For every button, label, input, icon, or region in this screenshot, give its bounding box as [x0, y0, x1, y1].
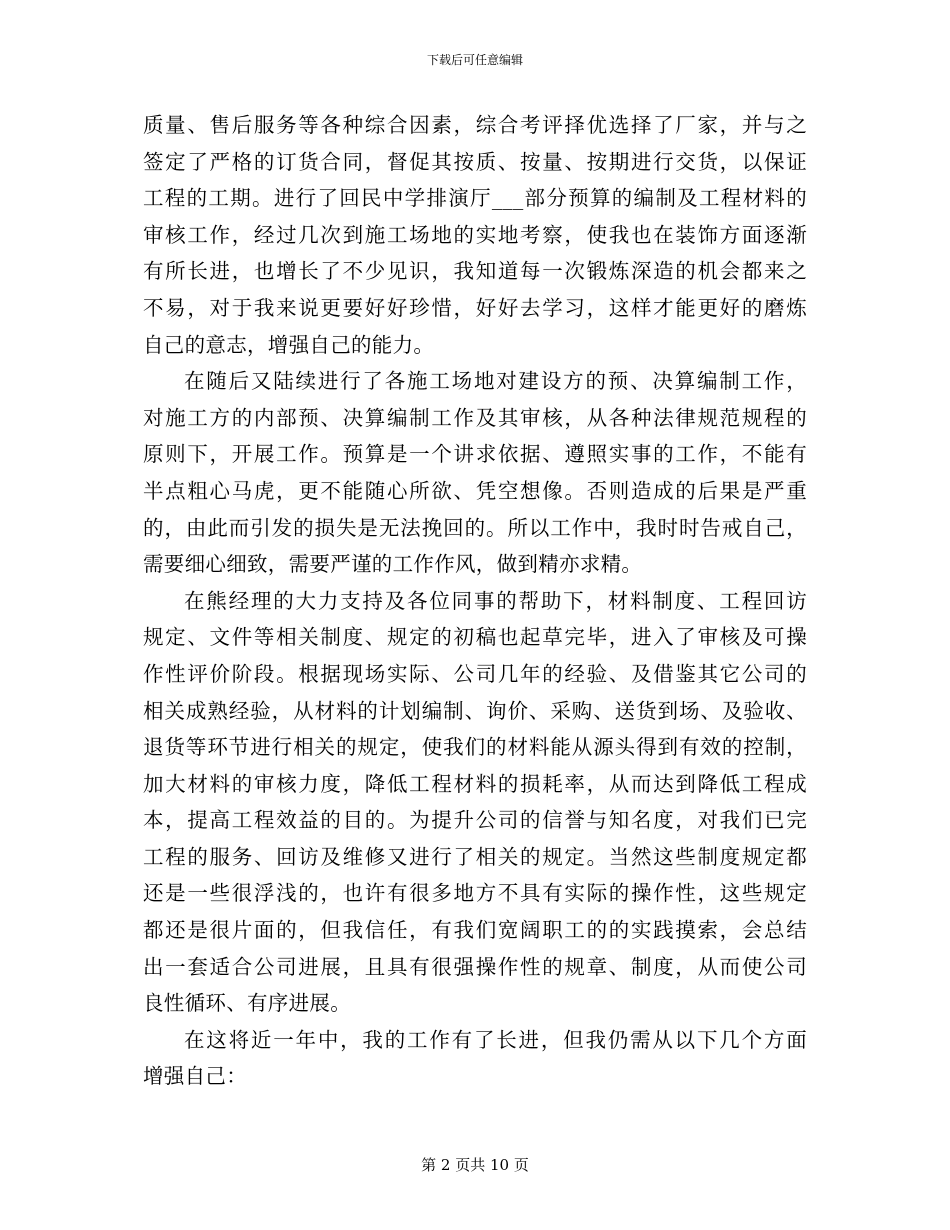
text-line: 都还是很片面的，但我信任，有我们宽阔职工的的实践摸索，会总结: [143, 918, 807, 943]
text-line: 工程的工期。进行了回民中学排演厅___部分预算的编制及工程材料的: [143, 186, 807, 211]
text-line: 增强自己：: [143, 1064, 247, 1089]
text-line: 在随后又陆续进行了各施工场地对建设方的预、决算编制工作，: [184, 369, 807, 394]
document-body: [143, 107, 807, 1095]
text-line: 还是一些很浮浅的，也许有很多地方不具有实际的操作性，这些规定: [143, 881, 807, 906]
text-line: 在这将近一年中，我的工作有了长进，但我仍需从以下几个方面: [184, 1027, 807, 1052]
text-line: 出一套适合公司进展，且具有很强操作性的规章、制度，从而使公司: [143, 954, 807, 979]
page-footer: 第 2 页共 10 页: [421, 1156, 529, 1174]
text-line: 规定、文件等相关制度、规定的初稿也起草完毕，进入了审核及可操: [143, 625, 807, 650]
text-line: 审核工作，经过几次到施工场地的实地考察，使我也在装饰方面逐渐: [143, 222, 807, 247]
text-line: 签定了严格的订货合同，督促其按质、按量、按期进行交货，以保证: [143, 149, 807, 174]
text-line: 不易，对于我来说更要好好珍惜，好好去学习，这样才能更好的磨炼: [143, 295, 807, 320]
page-header: 下载后可任意编辑: [426, 53, 523, 67]
text-line: 工程的服务、回访及维修又进行了相关的规定。当然这些制度规定都: [143, 844, 807, 869]
text-line: 退货等环节进行相关的规定，使我们的材料能从源头得到有效的控制，: [143, 735, 807, 760]
text-line: 在熊经理的大力支持及各位同事的帮助下，材料制度、工程回访: [184, 588, 807, 613]
text-line: 半点粗心马虎，更不能随心所欲、凭空想像。否则造成的后果是严重: [143, 478, 807, 503]
text-line: 对施工方的内部预、决算编制工作及其审核，从各种法律规范规程的: [143, 405, 807, 430]
text-line: 本，提高工程效益的目的。为提升公司的信誉与知名度，对我们已完: [143, 808, 807, 833]
text-line: 需要细心细致，需要严谨的工作作风，做到精亦求精。: [143, 552, 643, 577]
text-line: 原则下，开展工作。预算是一个讲求依据、遵照实事的工作，不能有: [143, 442, 807, 467]
text-line: 的，由此而引发的损失是无法挽回的。所以工作中，我时时告戒自己，: [143, 515, 807, 540]
text-line: 质量、售后服务等各种综合因素，综合考评择优选择了厂家，并与之: [143, 113, 807, 137]
text-line: 有所长进，也增长了不少见识，我知道每一次锻炼深造的机会都来之: [143, 259, 807, 284]
text-line: 相关成熟经验，从材料的计划编制、询价、采购、送货到场、及验收、: [143, 698, 807, 723]
text-line: 良性循环、有序进展。: [143, 991, 351, 1016]
text-line: 作性评价阶段。根据现场实际、公司几年的经验、及借鉴其它公司的: [143, 661, 807, 686]
text-line: 自己的意志，增强自己的能力。: [143, 332, 435, 357]
text-line: 加大材料的审核力度，降低工程材料的损耗率，从而达到降低工程成: [143, 771, 807, 796]
